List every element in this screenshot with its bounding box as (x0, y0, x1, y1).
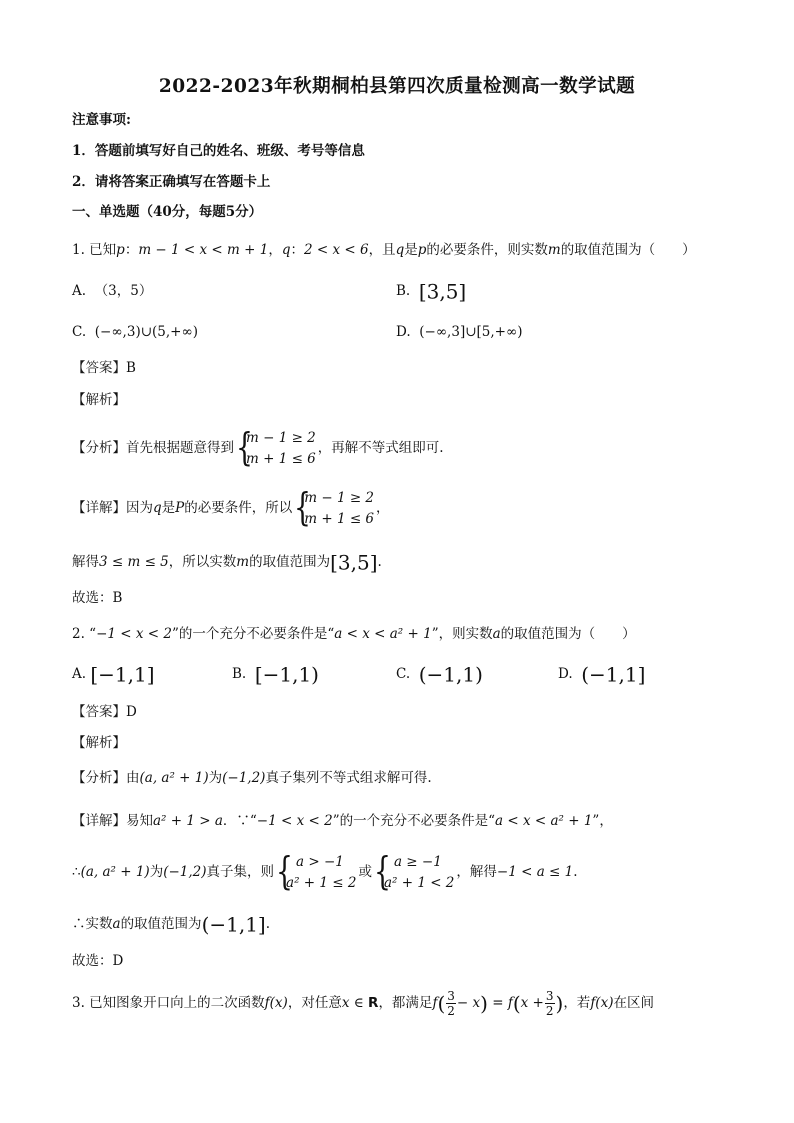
q2-option-c (396, 664, 483, 685)
notice-item-1: 1．答题前填写好自己的姓名、班级、考号等信息 (72, 143, 365, 159)
q2-system-a (276, 848, 357, 894)
q1-colon2: ： (290, 242, 304, 258)
q1-option-c-value: (−∞,3)∪(5,+∞) (94, 324, 198, 340)
q1-option-d-value: (−∞,3]∪[5,+∞) (419, 324, 523, 340)
q2-system-a-row2: a² + 1 ≤ 2 (286, 874, 357, 891)
q2-line2-set2: (−1,2) (163, 864, 207, 880)
q1-option-a (72, 281, 152, 301)
q1-pre: 1. 已知 (72, 242, 117, 258)
q1-option-a-value: （3，5） (94, 283, 153, 299)
q3-fx: f(x) (264, 995, 288, 1011)
q2-option-a (72, 664, 155, 685)
q1-detail-system (294, 484, 375, 530)
q2-option-b-value: [−1,1) (254, 662, 319, 687)
q2-detail-pre: 易知 (126, 813, 153, 829)
q2-detail-cond1: −1 < x < 2 (256, 813, 333, 829)
q2-pre: 2. “ (72, 626, 97, 642)
q3-frac-2-num: 3 (545, 989, 554, 1003)
q1-p2: p (417, 242, 427, 258)
q2-option-c-value: (−1,1) (418, 662, 483, 687)
q2-choose: 故选：D (72, 953, 124, 969)
q2-detail (72, 811, 613, 831)
q1-detail-mid: 是 (161, 500, 176, 516)
q1-cond-p: m − 1 < x < m + 1 (138, 242, 269, 258)
q1-detail-post: ， (376, 500, 390, 516)
notice-heading: 注意事项: (72, 112, 131, 128)
q2-analysis-tag: 【解析】 (72, 735, 126, 751)
q1-solve-mid2: 的取值范围为 (249, 554, 331, 570)
q2-fenxi (72, 768, 432, 788)
q3-pre: 3. 已知图象开口向上的二次函数 (72, 995, 265, 1011)
q1-solve-end: . (377, 554, 382, 570)
q1-mid2: 是 (404, 242, 418, 258)
q1-fenxi-pre: 首先根据题意得到 (126, 440, 234, 456)
q2-option-d (558, 664, 645, 685)
q3-real-set: R (368, 995, 379, 1011)
q2-mid2: ”，则实数 (431, 626, 493, 642)
q2-stem (72, 624, 636, 644)
q2-line2-set: (a, a² + 1) (80, 864, 150, 880)
q2-option-b-label: B. (232, 666, 247, 682)
q2-system-b (373, 848, 455, 894)
q1-fenxi-sys-row1: m − 1 ≥ 2 (246, 429, 316, 446)
q1-option-b-value: [3,5] (418, 279, 467, 304)
q2-line3-end: . (265, 916, 271, 932)
q3-x-plus: x + (520, 995, 544, 1011)
q2-line2-pre: ∴ (72, 864, 81, 880)
q3-xr: x ∈ (341, 995, 364, 1011)
q1-q2: q (395, 242, 405, 258)
q2-fenxi-pre: 由 (126, 770, 140, 786)
q3-minus-x: − x (456, 995, 481, 1011)
q1-detail (72, 486, 390, 530)
q2-option-b (232, 664, 319, 685)
q1-option-c-label: C. (72, 324, 87, 340)
q2-detail-tag: 【详解】 (72, 813, 126, 829)
q3-mid3: ，若 (563, 995, 591, 1011)
q2-detail-mid2: ”的一个充分不必要条件是“ (332, 813, 496, 829)
page-title: 2022-2023年秋期桐柏县第四次质量检测高一数学试题 (158, 76, 636, 97)
brace-icon: { (236, 424, 253, 469)
q2-detail-ineq: a² + 1 > a (153, 813, 223, 829)
q1-option-d (396, 322, 523, 342)
q1-analysis-tag: 【解析】 (72, 392, 126, 408)
q1-colon1: ： (124, 242, 139, 258)
q2-system-a-row1: a > −1 (296, 853, 344, 870)
q1-option-b-label: B. (396, 283, 411, 299)
q1-sep: ， (268, 242, 282, 258)
q1-tail: 的取值范围为（ ） (560, 242, 696, 258)
q1-m: m (547, 242, 561, 258)
q3-stem: 3. 已知图象开口向上的二次函数f(x)，对任意x ∈ R，都满足f( $\frac{3}{2}$ − x) = f(x + $\frac{3}{2}$ )，若f(x)在区间 (72, 989, 654, 1018)
q2-line2-or: 或 (358, 864, 372, 880)
q2-line3-a: a (112, 916, 121, 932)
q1-mid3: 的必要条件，则实数 (426, 242, 548, 258)
q2-line3-pre: ∴实数 (72, 916, 113, 932)
q3-frac-1-den: 2 (447, 1004, 455, 1018)
q1-answer (72, 358, 136, 378)
brace-icon: { (373, 848, 391, 893)
q2-answer-value: D (126, 704, 137, 720)
q1-detail-sys-row2: m + 1 ≤ 6 (304, 510, 375, 527)
q1-detail-sys-row1: m − 1 ≥ 2 (304, 489, 375, 506)
q1-solve-ineq: 3 ≤ m ≤ 5 (99, 554, 169, 570)
q3-f1: f (432, 995, 438, 1011)
q2-line2-end: . (573, 864, 578, 880)
q1-detail-p: P (175, 500, 185, 516)
q2-detail-cond2: a < x < a² + 1 (495, 813, 593, 829)
q2-detail-mid: ．∵“ (222, 813, 257, 829)
q3-frac-2-den: 2 (545, 1004, 554, 1018)
q2-line2-res: −1 < a ≤ 1 (496, 864, 574, 880)
q2-line3-mid: 的取值范围为 (120, 916, 202, 932)
q2-line3 (72, 914, 270, 935)
q1-fenxi-post: ，再解不等式组即可. (317, 440, 444, 456)
q1-option-d-label: D. (396, 324, 411, 340)
q3-tail: 在区间 (613, 995, 654, 1011)
q1-solve-mid: ，所以实数 (168, 554, 237, 570)
q1-solve-m: m (236, 554, 250, 570)
q2-mid1: ”的一个充分不必要条件是“ (171, 626, 335, 642)
q3-eq: = f (492, 995, 513, 1011)
q2-line2 (72, 850, 578, 894)
q1-choose: 故选：B (72, 590, 123, 606)
q2-line2-mid2: 真子集，则 (206, 864, 275, 880)
q2-option-a-value: [−1,1] (90, 662, 155, 687)
q2-option-d-value: (−1,1] (581, 662, 646, 687)
q1-stem (72, 240, 696, 260)
q2-cond2: a < x < a² + 1 (334, 626, 432, 642)
notice-item-2: 2．请将答案正确填写在答题卡上 (72, 174, 271, 190)
q1-fenxi-sys-row2: m + 1 ≤ 6 (246, 450, 316, 467)
q2-option-a-label: A. (72, 666, 87, 682)
q3-fx2: f(x) (590, 995, 614, 1011)
q1-p: p (116, 242, 125, 258)
q3-mid1: ，对任意 (287, 995, 342, 1011)
q2-fenxi-mid: 为 (208, 770, 223, 786)
q2-answer-tag: 【答案】 (72, 704, 126, 720)
q1-solve (72, 552, 382, 573)
q1-detail-pre: 因为 (126, 500, 153, 516)
q1-option-b (396, 281, 466, 302)
q1-solve-pre: 解得 (72, 554, 99, 570)
q2-system-b-row2: a² + 1 < 2 (383, 874, 455, 891)
q2-fenxi-tag: 【分析】 (72, 770, 126, 786)
q1-fenxi (72, 426, 444, 470)
q1-option-a-label: A. (72, 283, 87, 299)
q2-fenxi-set2: (−1,2) (222, 770, 266, 786)
q2-option-d-label: D. (558, 666, 573, 682)
q2-option-c-label: C. (396, 666, 411, 682)
q3-mid2: ，都满足 (378, 995, 433, 1011)
brace-icon: { (294, 484, 312, 529)
q1-detail-tag: 【详解】 (72, 500, 126, 516)
q2-cond1: −1 < x < 2 (96, 626, 172, 642)
q1-detail-mid2: 的必要条件，所以 (184, 500, 293, 516)
q1-cond-q: 2 < x < 6 (303, 242, 369, 258)
q2-tail: 的取值范围为（ ） (500, 626, 636, 642)
q2-line2-solve: ，解得 (456, 864, 497, 880)
q1-fenxi-system (236, 424, 316, 470)
q2-detail-end: ”， (592, 813, 613, 829)
q1-fenxi-tag: 【分析】 (72, 440, 126, 456)
q1-q: q (281, 242, 291, 258)
q2-line3-range: (−1,1] (201, 912, 266, 937)
q2-fenxi-set: (a, a² + 1) (139, 770, 209, 786)
q1-option-c (72, 322, 198, 342)
q3-frac-1-num: 3 (447, 989, 455, 1003)
q1-answer-value: B (126, 360, 136, 376)
q2-answer (72, 702, 137, 722)
q1-detail-q: q (153, 500, 162, 516)
brace-icon: { (276, 848, 293, 893)
section-heading: 一、单选题（40分，每题5分） (72, 204, 263, 220)
q1-answer-tag: 【答案】 (72, 360, 126, 376)
q3-frac-1 (446, 989, 456, 1018)
q2-fenxi-post: 真子集列不等式组求解可得. (265, 770, 432, 786)
q1-solve-range: [3,5] (330, 550, 378, 575)
q2-system-b-row1: a ≥ −1 (393, 853, 442, 870)
q2-line2-mid: 为 (149, 864, 164, 880)
q2-a: a (492, 626, 501, 642)
q3-frac-2 (545, 989, 555, 1018)
q1-mid1: ，且 (368, 242, 396, 258)
